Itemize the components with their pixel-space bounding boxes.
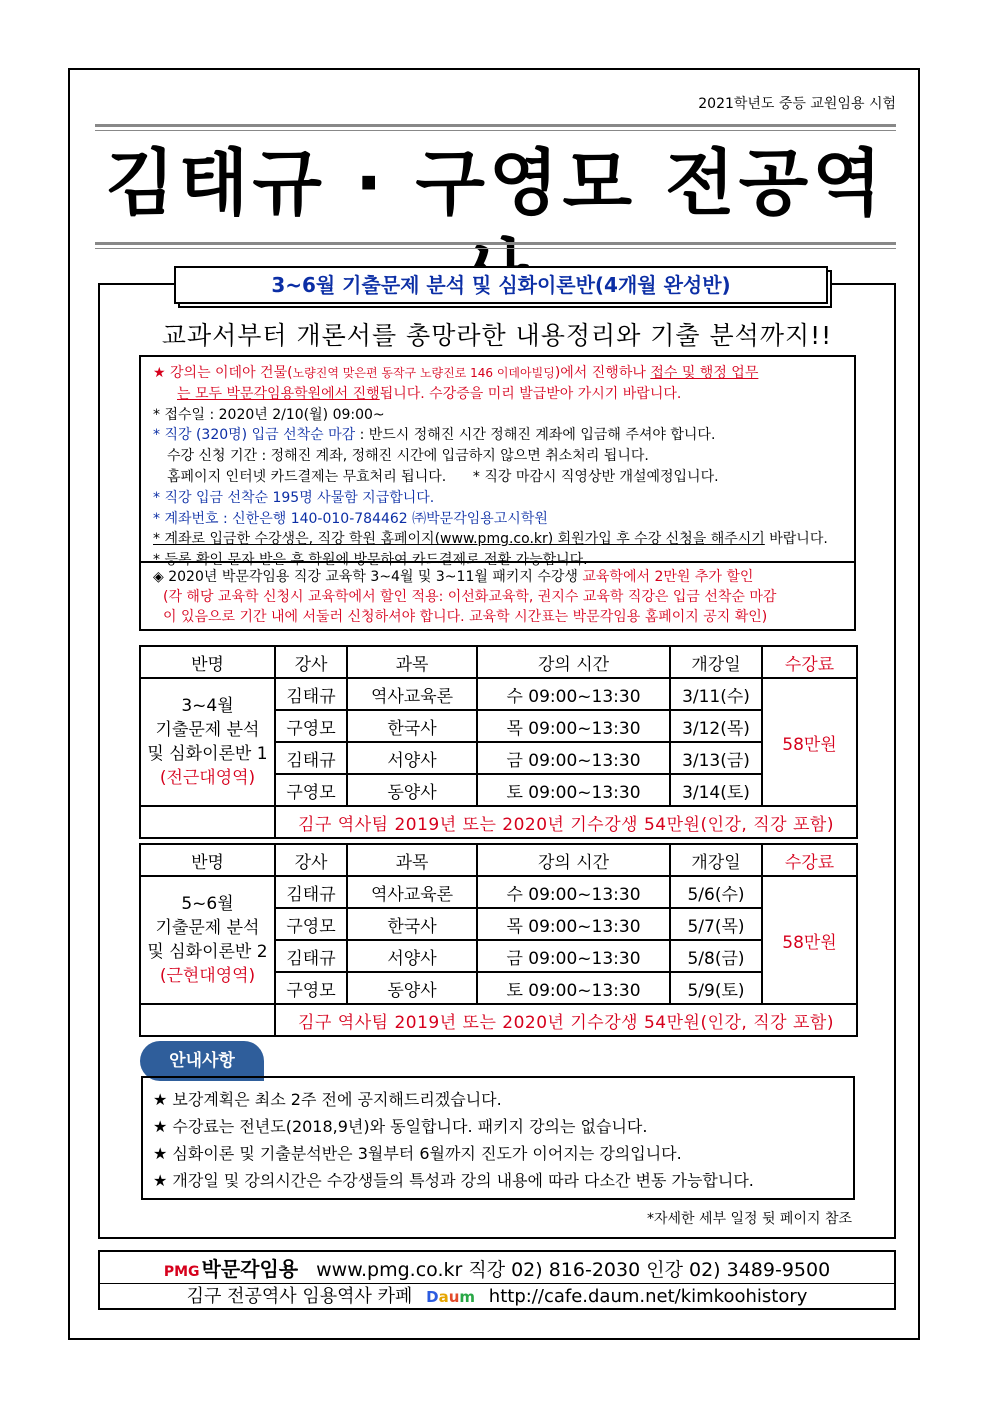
teacher-cell: 구영모: [275, 774, 347, 806]
table-row: [140, 678, 857, 710]
footer-contact-line: [100, 1254, 894, 1284]
col-header: 개강일: [670, 844, 762, 876]
detail-note: *자세한 세부 일정 뒷 페이지 참조: [646, 1211, 852, 1227]
empty-cell: [140, 806, 275, 838]
subject-cell: 동양사: [347, 774, 477, 806]
notice-line-3: 이 있음으로 기간 내에 서둘러 신청하셔야 합니다. 교육학 시간표는 박문각임용 홈페이지 공지 확인): [163, 609, 768, 625]
returning-student-discount: 김구 역사팀 2019년 또는 2020년 기수강생 54만원(인강, 직강 포함): [275, 806, 857, 838]
schedule-table-1: [139, 645, 858, 839]
col-header: 수강료: [762, 646, 857, 678]
col-header: 반명: [140, 646, 275, 678]
time-cell: 목 09:00~13:30: [477, 908, 670, 940]
col-header: 반명: [140, 844, 275, 876]
start-date-cell: 5/6(수): [670, 876, 762, 908]
contact-info[interactable]: www.pmg.co.kr 직강 02) 816-2030 인강 02) 3489-9500: [316, 1259, 831, 1281]
info-line-6: 홈페이지 인터넷 카드결제는 무효처리 됩니다. * 직강 마감시 직영상반 개설예정입니다.: [167, 468, 719, 485]
title-rule-top: [95, 124, 896, 127]
guide-item: ★ 수강료는 전년도(2018,9년)와 동일합니다. 패키지 강의는 없습니다.: [153, 1117, 648, 1136]
notice-line-1: ◈ 2020년 박문각임용 직강 교육학 3~4월 및 3~11월 패키지 수강생 교육학에서 2만원 추가 할인: [153, 569, 754, 585]
pmg-logo-icon: PMG: [163, 1264, 200, 1280]
start-date-cell: 5/9(토): [670, 972, 762, 1004]
guide-item: ★ 개강일 및 강의시간은 수강생들의 특성과 강의 내용에 따라 다소간 변동 가능합니다.: [153, 1171, 754, 1190]
account-number: * 계좌번호 : 신한은행 140-010-784462 ㈜박문각임용고시학원: [153, 510, 548, 527]
col-header: 강사: [275, 844, 347, 876]
teacher-cell: 구영모: [275, 972, 347, 1004]
time-cell: 금 09:00~13:30: [477, 742, 670, 774]
subject-cell: 한국사: [347, 908, 477, 940]
class-name-line: 기출문제 분석: [155, 720, 260, 740]
teacher-cell: 김태규: [275, 876, 347, 908]
teacher-cell: 김태규: [275, 742, 347, 774]
teacher-cell: 구영모: [275, 710, 347, 742]
class-name-line: 3~4월: [181, 696, 234, 716]
exam-year-note: 2021학년도 중등 교원임용 시험: [698, 96, 896, 112]
class-name-line: 기출문제 분석: [155, 918, 260, 938]
info-line-3: * 접수일 : 2020년 2/10(월) 09:00~: [153, 406, 385, 423]
title-rule-bottom: [95, 242, 896, 245]
table-footer-row: [140, 1004, 857, 1036]
page-title: 김태규 · 구영모 전공역: [105, 141, 886, 225]
class-name-line: 및 심화이론반 1: [147, 744, 268, 764]
info-line-1: ★ 강의는 이데아 건물(노량진역 맞은편 동작구 노량진로 146 이데아빌딩)에서 진행하나 접수 및 행정 업무: [153, 365, 759, 381]
col-header: 강의 시간: [477, 646, 670, 678]
info-line-10: * 등록 확인 문자 받은 후 학원에 방문하여 카드결제로 전환 가능합니다.: [153, 552, 588, 569]
subheading: 교과서부터 개론서를 총망라한 내용정리와 기출 분석까지!!: [161, 321, 833, 350]
start-date-cell: 3/11(수): [670, 678, 762, 710]
returning-student-discount: 김구 역사팀 2019년 또는 2020년 기수강생 54만원(인강, 직강 포함): [275, 1004, 857, 1036]
time-cell: 금 09:00~13:30: [477, 940, 670, 972]
fee-cell: 58만원: [762, 876, 857, 1004]
class-area: (근현대영역): [159, 966, 256, 986]
time-cell: 수 09:00~13:30: [477, 678, 670, 710]
table-header-row: [140, 646, 857, 678]
class-name-cell: [140, 678, 275, 806]
cafe-label: 김구 전공역사 임용역사 카페: [186, 1286, 413, 1307]
title-rule-bottom-thin: [95, 248, 896, 249]
daum-logo-icon: Daum: [426, 1288, 476, 1306]
start-date-cell: 5/8(금): [670, 940, 762, 972]
class-name-line: 5~6월: [181, 894, 234, 914]
subject-cell: 역사교육론: [347, 876, 477, 908]
subject-cell: 역사교육론: [347, 678, 477, 710]
teacher-cell: 김태규: [275, 678, 347, 710]
info-box: [139, 355, 856, 569]
info-line-2: 는 모두 박문각임용학원에서 진행됩니다. 수강증을 미리 발급받아 가시기 바랍니다.: [177, 385, 682, 402]
cafe-url-link[interactable]: http://cafe.daum.net/kimkoohistory: [488, 1286, 808, 1307]
start-date-cell: 3/14(토): [670, 774, 762, 806]
brand-name: 박문각임용: [201, 1257, 299, 1281]
teacher-cell: 김태규: [275, 940, 347, 972]
subject-cell: 동양사: [347, 972, 477, 1004]
start-date-cell: 5/7(목): [670, 908, 762, 940]
col-header: 과목: [347, 646, 477, 678]
col-header: 과목: [347, 844, 477, 876]
info-line-9: * 계좌로 입금한 수강생은, 직강 학원 홈페이지(www.pmg.co.kr) 회원가입 후 수강 신청을 해주시기 바랍니다.: [153, 531, 828, 548]
start-date-cell: 3/13(금): [670, 742, 762, 774]
empty-cell: [140, 1004, 275, 1036]
title-rule-top-thin: [95, 130, 896, 131]
col-header: 개강일: [670, 646, 762, 678]
course-banner: 3~6월 기출문제 분석 및 심화이론반(4개월 완성반): [174, 266, 828, 304]
table-footer-row: [140, 806, 857, 838]
subject-cell: 서양사: [347, 940, 477, 972]
time-cell: 목 09:00~13:30: [477, 710, 670, 742]
guide-item: ★ 보강계획은 최소 2주 전에 공지해드리겠습니다.: [153, 1090, 502, 1109]
guide-box: [141, 1076, 855, 1200]
footer-cafe-line: [100, 1284, 894, 1310]
notice-line-2: (각 해당 교육학 신청시 교육학에서 할인 적용: 이선화교육학, 권지수 교육학 직강은 입금 선착순 마감: [163, 589, 777, 605]
time-cell: 토 09:00~13:30: [477, 774, 670, 806]
col-header: 수강료: [762, 844, 857, 876]
guide-tab: 안내사항: [140, 1041, 264, 1081]
schedule-table-2: [139, 843, 858, 1037]
start-date-cell: 3/12(목): [670, 710, 762, 742]
table-row: [140, 876, 857, 908]
col-header: 강의 시간: [477, 844, 670, 876]
info-line-4: * 직강 (320명) 입금 선착순 마감 : 반드시 정해진 시간 정해진 계좌에 입금해 주셔야 합니다.: [153, 427, 716, 444]
class-name-line: 및 심화이론반 2: [147, 942, 268, 962]
table-header-row: [140, 844, 857, 876]
col-header: 강사: [275, 646, 347, 678]
guide-item: ★ 심화이론 및 기출분석반은 3월부터 6월까지 진도가 이어지는 강의입니다.: [153, 1144, 682, 1163]
subject-cell: 서양사: [347, 742, 477, 774]
fee-cell: 58만원: [762, 678, 857, 806]
info-line-5: 수강 신청 기간 : 정해진 계좌, 정해진 시간에 입금하지 않으면 취소처리 됩니다.: [167, 448, 649, 465]
time-cell: 토 09:00~13:30: [477, 972, 670, 1004]
info-line-7: * 직강 입금 선착순 195명 사물함 지급합니다.: [153, 489, 435, 506]
class-name-cell: [140, 876, 275, 1004]
teacher-cell: 구영모: [275, 908, 347, 940]
subject-cell: 한국사: [347, 710, 477, 742]
discount-notice: [139, 563, 856, 631]
time-cell: 수 09:00~13:30: [477, 876, 670, 908]
class-area: (전근대영역): [159, 768, 256, 788]
footer: [98, 1250, 896, 1310]
